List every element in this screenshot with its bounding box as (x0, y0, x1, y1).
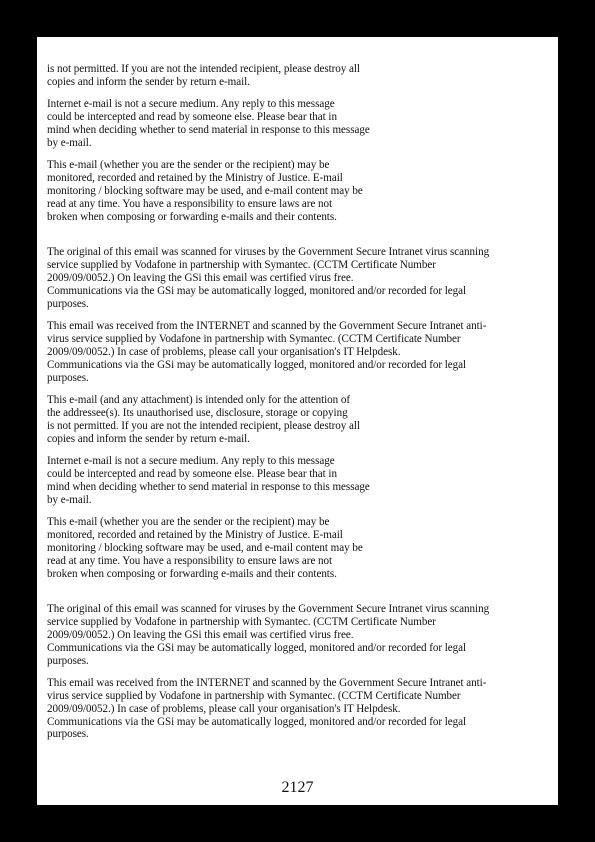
security-notice: Internet e-mail is not a secure medium. Any reply to this message could be intercepted and read by someone else. Please bear that in mind when deciding whether to send material in response to this message by e-mail. (47, 98, 370, 149)
confidentiality-notice: This e-mail (and any attachment) is intended only for the attention of the addressee(s). Its unauthorised use, disclosure, storage or copying is not permitted. If you are not the intended recipient, please destroy all copies and inform the sender by return e-mail. (47, 393, 360, 445)
confidentiality-notice-tail: is not permitted. If you are not the intended recipient, please destroy all copies and inform the sender by return e-mail. (47, 63, 360, 88)
section-spacer (47, 581, 552, 603)
paragraph-spacer (47, 311, 552, 320)
section-spacer (47, 224, 552, 246)
paragraph-spacer (47, 150, 552, 159)
internet-scan-notice: This email was received from the INTERNET and scanned by the Government Secure Intranet anti- virus service supplied by Vodafone in partnership with Symantec. (CCTM Certificate Number 2009/09/0052.) In case of problems, please call your organisation's IT Helpdesk. Communications via the GSi may be automatically logged, monitored and/or recorded for legal purposes. (47, 320, 487, 384)
paragraph-spacer (47, 446, 552, 455)
document-page (37, 37, 558, 805)
security-notice: Internet e-mail is not a secure medium. Any reply to this message could be intercepted and read by someone else. Please bear that in mind when deciding whether to send material in response to this message by e-mail. (47, 455, 370, 506)
internet-scan-notice: This email was received from the INTERNET and scanned by the Government Secure Intranet anti- virus service supplied by Vodafone in partnership with Symantec. (CCTM Certificate Number 2009/09/0052.) In case of problems, please call your organisation's IT Helpdesk. Communications via the GSi may be automatically logged, monitored and/or recorded for legal purposes. (47, 676, 487, 741)
monitoring-notice: This e-mail (whether you are the sender or the recipient) may be monitored, recorded and retained by the Ministry of Justice. E-mail monitoring / blocking software may be used, and e-mail content may be read at any time. You have a responsibility to ensure laws are not broken when composing or forwarding e-mails and their contents. (47, 159, 363, 223)
virus-scan-notice: The original of this email was scanned for viruses by the Government Secure Intranet virus scanning service supplied by Vodafone in partnership with Symantec. (CCTM Certificate Number 2009/09/0052.) On leaving the GSi this email was certified virus free. Communications via the GSi may be automatically logged, monitored and/or recorded for legal purposes. (47, 246, 490, 310)
paragraph-spacer (47, 89, 552, 98)
page-number: 2127 (281, 779, 314, 796)
monitoring-notice: This e-mail (whether you are the sender or the recipient) may be monitored, recorded and retained by the Ministry of Justice. E-mail monitoring / blocking software may be used, and e-mail content may be read at any time. You have a responsibility to ensure laws are not broken when composing or forwarding e-mails and their contents. (47, 516, 363, 580)
paragraph-spacer (47, 667, 552, 676)
paragraph-spacer (47, 385, 552, 394)
paragraph-spacer (47, 507, 552, 516)
page-body (47, 63, 552, 741)
virus-scan-notice: The original of this email was scanned for viruses by the Government Secure Intranet virus scanning service supplied by Vodafone in partnership with Symantec. (CCTM Certificate Number 2009/09/0052.) On leaving the GSi this email was certified virus free. Communications via the GSi may be automatically logged, monitored and/or recorded for legal purposes. (47, 602, 490, 667)
